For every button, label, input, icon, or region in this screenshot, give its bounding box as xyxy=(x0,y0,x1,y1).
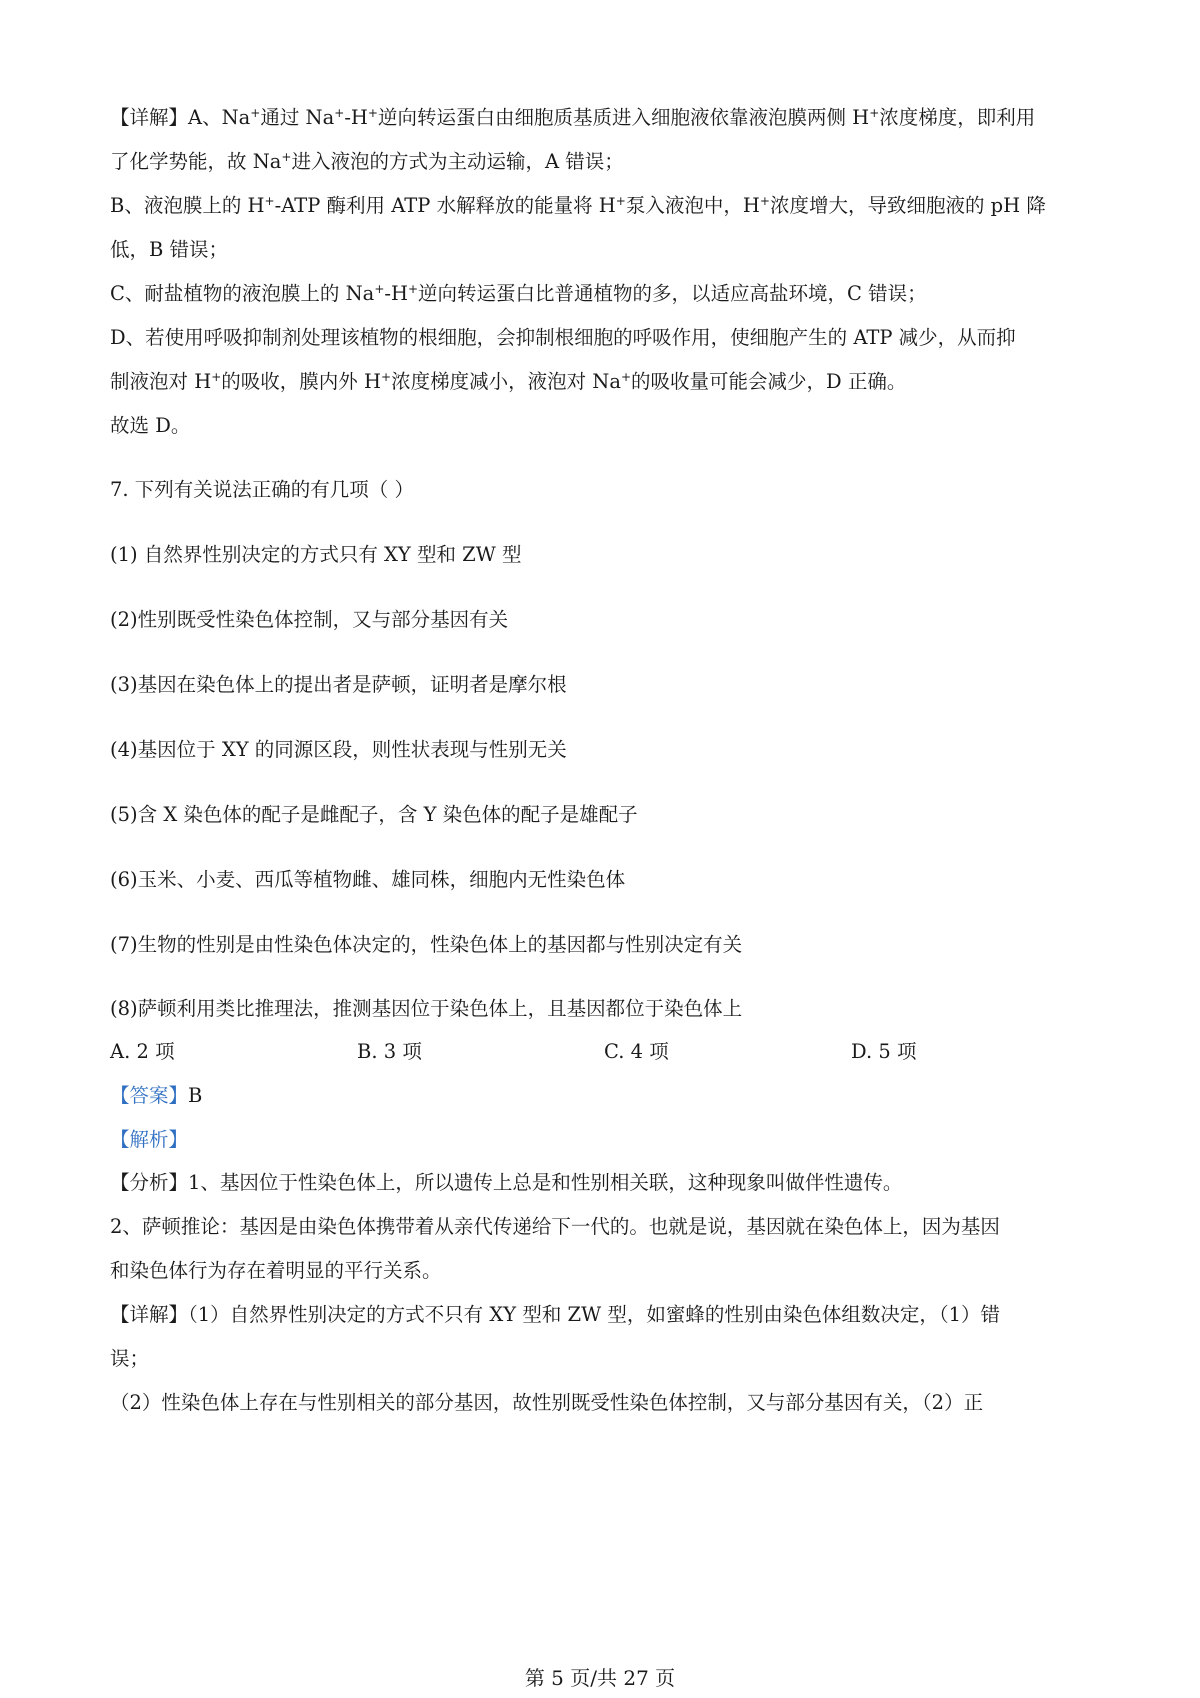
option-c: C. 4 项 xyxy=(604,1040,669,1063)
detail-paragraph-d-line2: 制液泡对 H+的吸收，膜内外 H+浓度梯度减小，液泡对 Na+的吸收量可能会减少，D 正确。 xyxy=(110,370,907,393)
detail-conclusion: 故选 D。 xyxy=(110,414,191,437)
fenxi-label: 【分析】 xyxy=(110,1171,189,1194)
fenxi-line3: 和染色体行为存在着明显的平行关系。 xyxy=(110,1259,442,1282)
analysis-heading: 【解析】 xyxy=(110,1128,189,1151)
detail-paragraph-c: C、耐盐植物的液泡膜上的 Na+-H+逆向转运蛋白比普通植物的多，以适应高盐环境，C 错误； xyxy=(110,282,927,305)
detail-paragraph-a-line2: 了化学势能，故 Na+进入液泡的方式为主动运输，A 错误； xyxy=(110,150,624,173)
question-item: (6)玉米、小麦、西瓜等植物雌、雄同株，细胞内无性染色体 xyxy=(110,868,626,891)
answer-value: B xyxy=(188,1084,203,1107)
detail-paragraph-a-line1: 【详解】A、Na+通过 Na+-H+逆向转运蛋白由细胞质基质进入细胞液依靠液泡膜两侧 H+浓度梯度，即利用 xyxy=(110,106,1036,129)
answer-line xyxy=(110,1082,202,1110)
question-item: (5)含 X 染色体的配子是雌配子，含 Y 染色体的配子是雄配子 xyxy=(110,803,638,826)
answer-label: 【答案】 xyxy=(110,1084,189,1107)
detail-label: 【详解】 xyxy=(110,1303,189,1326)
detail-paragraph-b-line2: 低，B 错误； xyxy=(110,238,229,261)
detail-label: 【详解】 xyxy=(110,106,189,129)
question-item: (7)生物的性别是由性染色体决定的，性染色体上的基因都与性别决定有关 xyxy=(110,933,743,956)
question-item: (3)基因在染色体上的提出者是萨顿，证明者是摩尔根 xyxy=(110,673,567,696)
question-item: (8)萨顿利用类比推理法，推测基因位于染色体上，且基因都位于染色体上 xyxy=(110,997,743,1020)
question-stem: 7. 下列有关说法正确的有几项（ ） xyxy=(110,478,415,501)
question-item: (1) 自然界性别决定的方式只有 XY 型和 ZW 型 xyxy=(110,543,522,566)
detail-line3: （2）性染色体上存在与性别相关的部分基因，故性别既受性染色体控制，又与部分基因有关，（2）正 xyxy=(110,1391,984,1414)
detail-line2: 误； xyxy=(110,1347,150,1370)
question-item: (4)基因位于 XY 的同源区段，则性状表现与性别无关 xyxy=(110,738,567,761)
question-item: (2)性别既受性染色体控制，又与部分基因有关 xyxy=(110,608,509,631)
option-b: B. 3 项 xyxy=(357,1040,422,1063)
fenxi-line1: 【分析】1、基因位于性染色体上，所以遗传上总是和性别相关联，这种现象叫做伴性遗传。 xyxy=(110,1171,903,1194)
fenxi-line2: 2、萨顿推论：基因是由染色体携带着从亲代传递给下一代的。也就是说，基因就在染色体上，因为基因 xyxy=(110,1215,1000,1238)
detail-paragraph-d-line1: D、若使用呼吸抑制剂处理该植物的根细胞，会抑制根细胞的呼吸作用，使细胞产生的 ATP 减少，从而抑 xyxy=(110,326,1016,349)
page-number: 第 5 页/共 27 页 xyxy=(524,1666,676,1690)
option-a: A. 2 项 xyxy=(110,1040,175,1063)
detail-paragraph-b-line1: B、液泡膜上的 H+-ATP 酶利用 ATP 水解释放的能量将 H+泵入液泡中，H+浓度增大，导致细胞液的 pH 降 xyxy=(110,194,1046,217)
option-d: D. 5 项 xyxy=(851,1040,917,1063)
detail-line1: 【详解】（1）自然界性别决定的方式不只有 XY 型和 ZW 型，如蜜蜂的性别由染色体组数决定，（1）错 xyxy=(110,1303,1000,1326)
